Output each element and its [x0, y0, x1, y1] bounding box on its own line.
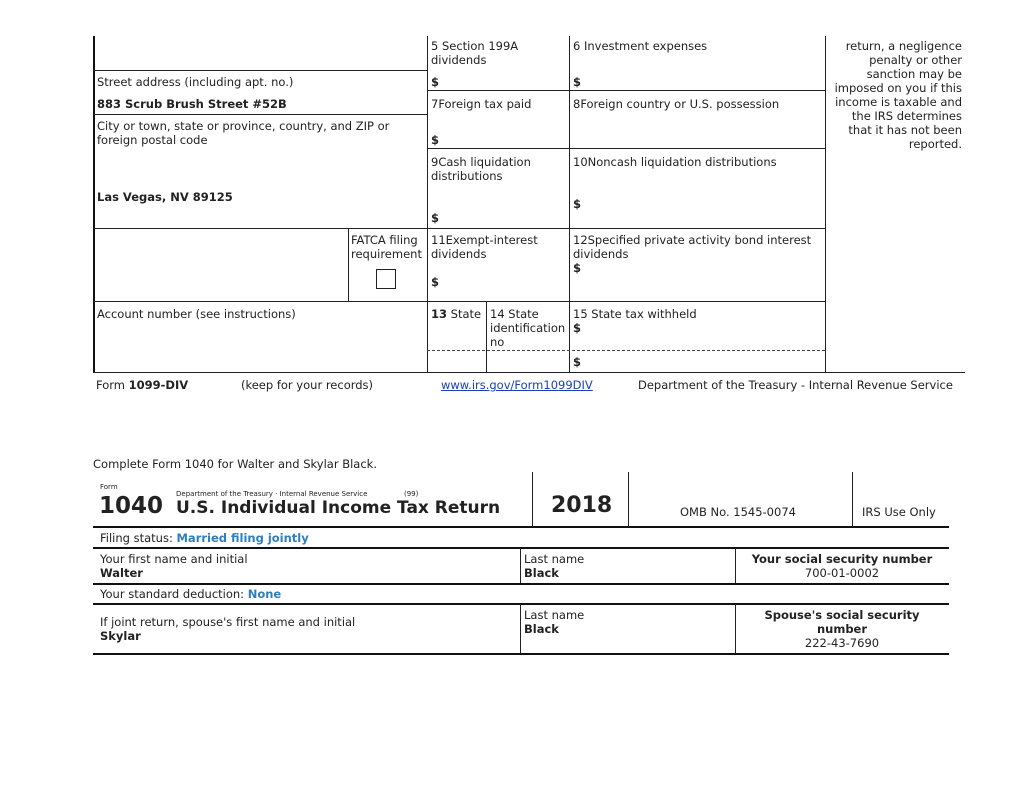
footer-form-prefix: Form — [96, 378, 129, 392]
div-col-line-2 — [569, 36, 570, 372]
f1040-header-div-1 — [532, 472, 533, 526]
box6-dollar: $ — [573, 75, 582, 89]
box14-label-line3: no — [490, 335, 505, 349]
div-fatca-line — [348, 229, 349, 301]
account-label: Account number (see instructions) — [97, 307, 296, 321]
div-dash-line — [427, 350, 825, 351]
f1040-name-div-1 — [520, 548, 521, 583]
div-hline-6 — [93, 301, 825, 302]
box13-label-text: State — [450, 307, 482, 321]
box15-dollar-1: $ — [573, 321, 582, 335]
box7-dollar: $ — [431, 133, 440, 147]
div-bottom-line — [93, 372, 965, 373]
div-left-border — [93, 36, 95, 372]
irs-use-only: IRS Use Only — [862, 505, 936, 519]
std-deduction-label: Your standard deduction: — [100, 587, 245, 601]
box7-label: 7Foreign tax paid — [431, 97, 532, 111]
dept-code: (99) — [404, 490, 419, 498]
spouse-last-name-value[interactable]: Black — [524, 622, 559, 636]
box15-dollar-2: $ — [573, 355, 582, 369]
instruction-text: Complete Form 1040 for Walter and Skylar Black. — [93, 457, 377, 471]
tax-year: 2018 — [551, 493, 613, 518]
penalty-notice: return, a negligence penalty or other sanction may be imposed on you if this income is taxable and the IRS determines that it has not been reported. — [834, 39, 962, 151]
box6-label: 6 Investment expenses — [573, 39, 708, 53]
f1040-header-div-3 — [852, 472, 853, 526]
f1040-header-div-2 — [628, 472, 629, 526]
box10-dollar: $ — [573, 197, 582, 211]
box13-label: 13 State — [431, 307, 482, 321]
spouse-first-name-label: If joint return, spouse's first name and initial — [100, 615, 356, 629]
fatca-label-line1: FATCA filing — [351, 233, 418, 247]
ssn-label: Your social security number — [751, 552, 933, 566]
spouse-ssn-value[interactable]: 222-43-7690 — [804, 636, 880, 650]
div-footer-dept: Department of the Treasury - Internal Revenue Service — [638, 378, 953, 392]
box12-dollar: $ — [573, 261, 582, 275]
fatca-label-line2: requirement — [351, 247, 422, 261]
spouse-last-name-label: Last name — [524, 608, 585, 622]
box14-label-line2: identification — [490, 321, 566, 335]
div-state-line — [486, 302, 487, 372]
box10-label: 10Noncash liquidation distributions — [573, 155, 777, 169]
box5-label-line2: dividends — [431, 53, 487, 67]
box5-label-line1: 5 Section 199A — [431, 39, 519, 53]
std-deduction-value: None — [247, 587, 282, 601]
filing-status-label: Filing status: — [100, 531, 173, 545]
omb-number: OMB No. 1545-0074 — [680, 505, 796, 519]
city-label: City or town, state or province, country, and ZIP or foreign postal code — [97, 119, 390, 147]
div-hline-3 — [93, 114, 427, 115]
filing-status-value: Married filing jointly — [176, 531, 309, 545]
box9-dollar: $ — [431, 211, 440, 225]
box9-label-line1: 9Cash liquidation — [431, 155, 531, 169]
box15-label: 15 State tax withheld — [573, 307, 697, 321]
div-hline-4 — [427, 148, 825, 149]
div-footer-form — [96, 378, 188, 392]
first-name-value[interactable]: Walter — [100, 566, 143, 580]
div-footer-keep: (keep for your records) — [241, 378, 374, 392]
div-hline-2 — [427, 90, 825, 91]
standard-deduction — [100, 587, 281, 601]
box11-dollar: $ — [431, 275, 440, 289]
box5-dollar: $ — [431, 75, 440, 89]
city-value: Las Vegas, NV 89125 — [97, 190, 233, 204]
spouse-first-name-value[interactable]: Skylar — [100, 629, 141, 643]
div-hline-1 — [93, 70, 427, 71]
spouse-ssn-label-line2: number — [816, 622, 868, 636]
box11-label-line2: dividends — [431, 247, 487, 261]
form-number: 1040 — [99, 493, 164, 519]
div-hline-5 — [93, 228, 825, 229]
last-name-label: Last name — [524, 552, 585, 566]
box14-label-line1: 14 State — [490, 307, 539, 321]
box12-label-line2: dividends — [573, 247, 629, 261]
form-title: U.S. Individual Income Tax Return — [176, 498, 501, 518]
f1040-hline-4 — [93, 603, 949, 605]
street-label: Street address (including apt. no.) — [97, 75, 294, 89]
div-col-line-1 — [427, 36, 428, 372]
f1040-hline-1 — [93, 526, 949, 528]
box8-label: 8Foreign country or U.S. possession — [573, 97, 780, 111]
div-col-line-3 — [825, 36, 826, 372]
f1040-spouse-div-1 — [520, 604, 521, 653]
box11-label-line1: 11Exempt-interest — [431, 233, 538, 247]
footer-form-name: 1099-DIV — [128, 378, 189, 392]
first-name-label: Your first name and initial — [100, 552, 248, 566]
street-value: 883 Scrub Brush Street #52B — [97, 97, 287, 111]
box9-label-line2: distributions — [431, 169, 503, 183]
box12-label-line1: 12Specified private activity bond interest — [573, 233, 812, 247]
spouse-ssn-label-line1: Spouse's social security — [764, 608, 920, 622]
last-name-value[interactable]: Black — [524, 566, 559, 580]
f1040-hline-2 — [93, 547, 949, 549]
dept-line: Department of the Treasury · Internal Revenue Service — [176, 490, 368, 498]
form-word: Form — [100, 483, 118, 491]
f1040-hline-3 — [93, 583, 949, 585]
irs-form-link[interactable]: www.irs.gov/Form1099DIV — [441, 378, 593, 392]
ssn-value[interactable]: 700-01-0002 — [804, 566, 880, 580]
f1040-hline-5 — [93, 653, 949, 655]
filing-status — [100, 531, 309, 545]
fatca-checkbox[interactable] — [376, 269, 396, 289]
